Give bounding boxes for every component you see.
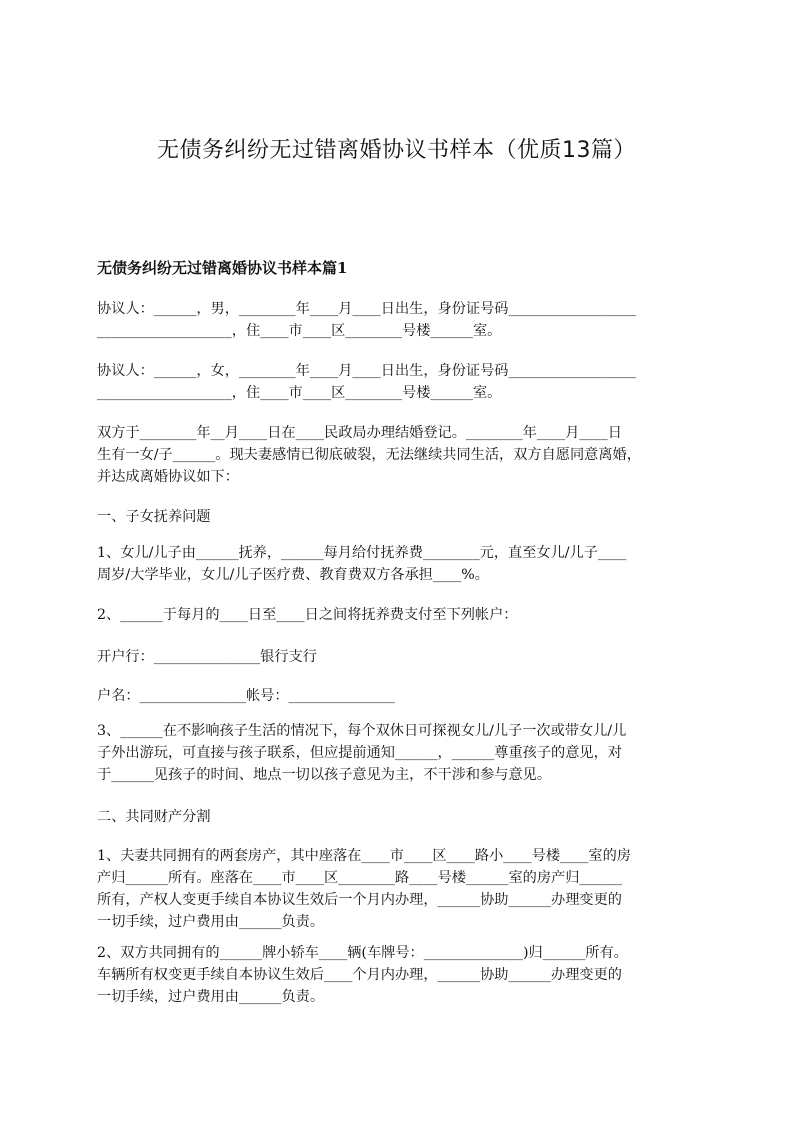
text-line: 产归______所有。座落在____市____区________路____号楼______室的房产归______ bbox=[97, 870, 622, 886]
text-line: 子外出游玩，可直接与孩子联系，但应提前通知______，______尊重孩子的意见，对 bbox=[97, 745, 622, 761]
text-line: 1、夫妻共同拥有的两套房产，其中座落在____市____区____路小____号楼____室的房 bbox=[97, 848, 631, 864]
paragraph-payment-schedule: 2、______于每月的____日至____日之间将抚养费支付至下列帐户： bbox=[97, 607, 518, 623]
text-line: 周岁/大学毕业，女儿/儿子医疗费、教育费双方各承担____%。 bbox=[97, 567, 489, 583]
text-line: 协议人：______，男，________年____月____日出生，身份证号码__________________ bbox=[97, 301, 637, 317]
heading-child-custody: 一、子女抚养问题 bbox=[97, 509, 211, 525]
paragraph-marriage-info bbox=[97, 422, 702, 488]
text-line: 于______见孩子的时间、地点一切以孩子意见为主，不干涉和参与意见。 bbox=[97, 767, 552, 783]
paragraph-account: 户名：_______________帐号：_______________ bbox=[97, 688, 395, 704]
text-line: 协议人：______，女，________年____月____日出生，身份证号码__________________ bbox=[97, 363, 637, 379]
paragraph-real-estate bbox=[97, 845, 702, 933]
paragraph-child-support bbox=[97, 542, 702, 586]
text-line: ___________________，住____市____区________号楼______室。 bbox=[97, 385, 502, 401]
document-title: 无债务纠纷无过错离婚协议书样本（优质13篇） bbox=[157, 138, 636, 163]
paragraph-party-male bbox=[97, 298, 702, 342]
text-line: ___________________，住____市____区________号楼______室。 bbox=[97, 323, 502, 339]
text-line: 并达成离婚协议如下： bbox=[97, 469, 239, 485]
text-line: 所有，产权人变更手续自本协议生效后一个月内办理，______协助______办理变更的 bbox=[97, 892, 622, 908]
paragraph-bank: 开户行：_______________银行支行 bbox=[97, 649, 317, 665]
paragraph-party-female bbox=[97, 360, 702, 404]
text-line: 一切手续，过户费用由______负责。 bbox=[97, 989, 325, 1005]
paragraph-vehicle bbox=[97, 942, 702, 1008]
text-line: 一切手续，过户费用由______负责。 bbox=[97, 914, 325, 930]
text-line: 生有一女/子______。现夫妻感情已彻底破裂，无法继续共同生活，双方自愿同意离婚， bbox=[97, 447, 641, 463]
text-line: 车辆所有权变更手续自本协议生效后____个月内办理，______协助______办理变更的 bbox=[97, 967, 622, 983]
text-line: 3、______在不影响孩子生活的情况下，每个双休日可探视女儿/儿子一次或带女儿/儿 bbox=[97, 723, 627, 739]
text-line: 1、女儿/儿子由______抚养，______每月给付抚养费________元，直至女儿/儿子____ bbox=[97, 545, 627, 561]
text-line: 双方于________年__月____日在____民政局办理结婚登记。________年____月____日 bbox=[97, 425, 622, 441]
heading-property-division: 二、共同财产分割 bbox=[97, 809, 211, 825]
paragraph-visitation bbox=[97, 720, 702, 786]
section-title-1: 无债务纠纷无过错离婚协议书样本篇1 bbox=[97, 259, 348, 277]
text-line: 2、双方共同拥有的______牌小轿车____辆(车牌号：______________)归______所有。 bbox=[97, 945, 628, 961]
